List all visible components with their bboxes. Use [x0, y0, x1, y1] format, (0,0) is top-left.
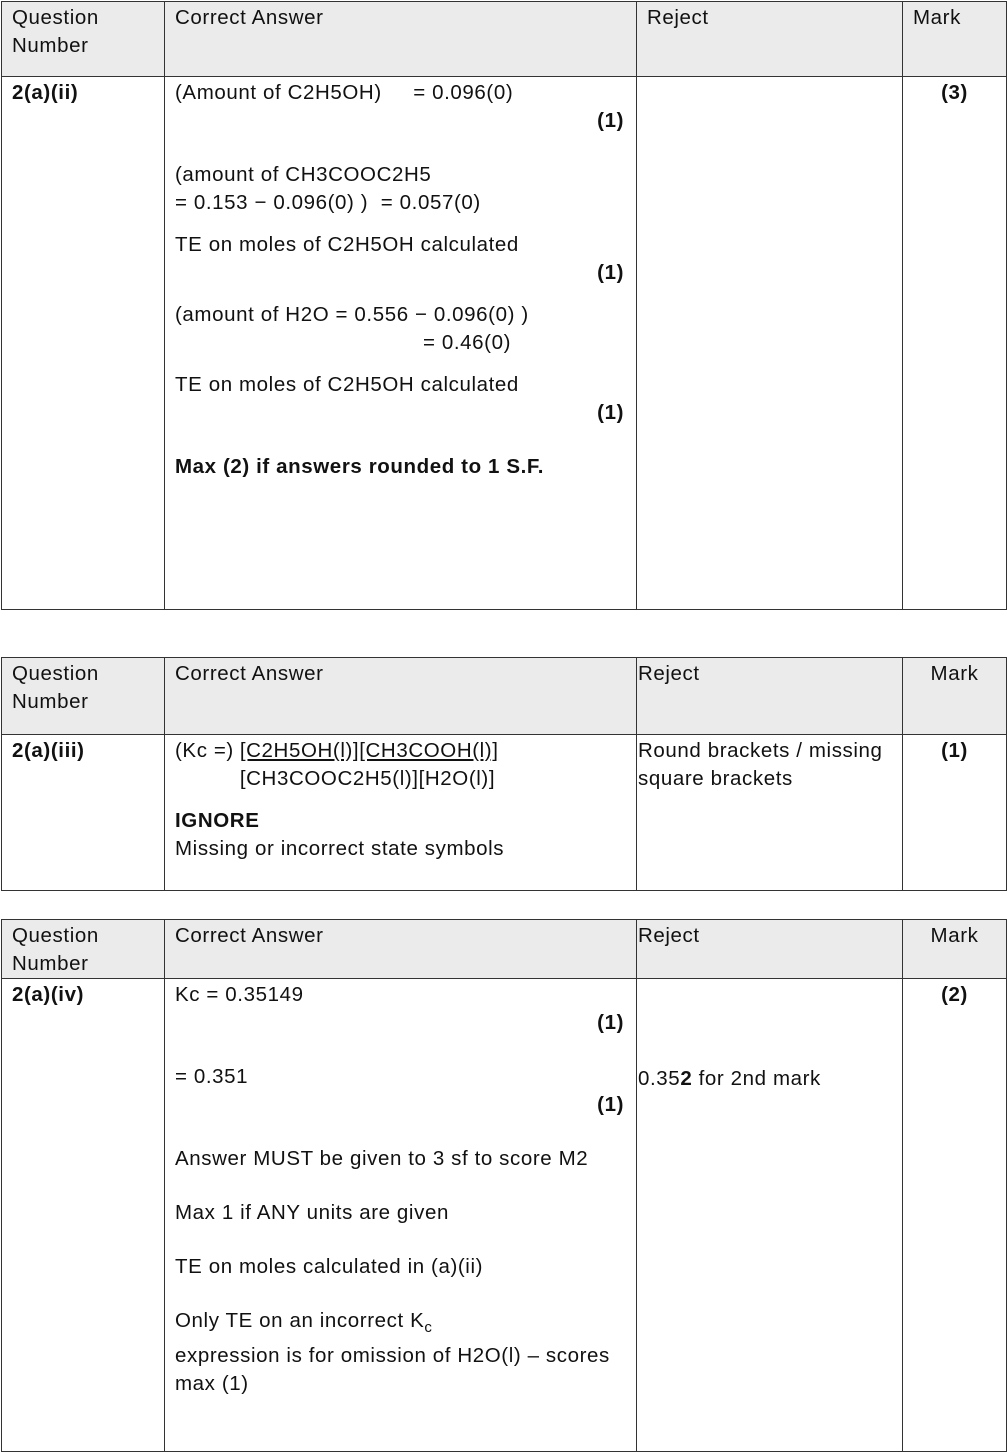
question-number: 2(a)(ii) [2, 77, 165, 610]
ignore-label: IGNORE [175, 809, 260, 832]
answer-line: = 0.153 − 0.096(0) ) = 0.057(0) [175, 191, 481, 214]
note-line: Max 1 if ANY units are given [175, 1201, 449, 1224]
question-number: 2(a)(iii) [2, 735, 165, 891]
mark-cell: (2) [903, 979, 1007, 1452]
correct-answer-cell [165, 735, 637, 891]
answer-line: = 0.351 [175, 1065, 249, 1088]
header-mark: Mark [903, 920, 1007, 979]
sub-mark: (1) [597, 1011, 624, 1034]
kc-numerator: [C2H5OH(l)][CH3COOH(l)] [239, 739, 499, 762]
mark-cell: (1) [903, 735, 1007, 891]
reject-value: 0.35 [638, 1067, 681, 1090]
header-correct-answer: Correct Answer [165, 2, 637, 77]
header-mark: Mark [903, 658, 1007, 735]
answer-line: Kc = 0.35149 [175, 983, 304, 1006]
note-text: expression is for omission of H2O(l) – scores max (1) [175, 1344, 610, 1396]
correct-answer-cell [165, 77, 637, 610]
answer-line: (amount of CH3COOC2H5 [175, 163, 432, 186]
sub-mark: (1) [597, 1093, 624, 1116]
note-line [175, 1307, 626, 1398]
answer-row [2, 735, 1007, 891]
header-reject: Reject [637, 920, 903, 979]
max-note: Max (2) if answers rounded to 1 S.F. [175, 455, 545, 478]
header-row [2, 2, 1007, 77]
answer-line: TE on moles of C2H5OH calculated [175, 233, 519, 256]
sub-mark: (1) [597, 401, 624, 424]
header-reject: Reject [637, 2, 903, 77]
answer-row [2, 979, 1007, 1452]
header-question-number: Question Number [2, 2, 165, 77]
header-correct-answer: Correct Answer [165, 658, 637, 735]
header-question-number: Question Number [2, 920, 165, 979]
header-question-number: Question Number [2, 658, 165, 735]
mark-scheme-table-2aiv [1, 919, 1007, 1452]
kc-expression [175, 737, 626, 793]
header-reject: Reject [637, 658, 903, 735]
answer-line: (Amount of C2H5OH) = 0.096(0) [175, 81, 514, 104]
reject-cell [637, 77, 903, 610]
mark-scheme-table-2aiii [1, 657, 1007, 891]
reject-cell: Round brackets / missing square brackets [637, 735, 903, 891]
mark-cell: (3) [903, 77, 1007, 610]
ignore-text: Missing or incorrect state symbols [175, 837, 505, 860]
correct-answer-cell [165, 979, 637, 1452]
header-mark: Mark [903, 2, 1007, 77]
header-correct-answer: Correct Answer [165, 920, 637, 979]
kc-denominator: [CH3COOC2H5(l)][H2O(l)] [239, 767, 496, 790]
reject-cell [637, 979, 903, 1452]
header-row [2, 658, 1007, 735]
reject-text [638, 1065, 892, 1093]
mark-scheme-table-2aii [1, 1, 1007, 610]
kc-label: (Kc =) [175, 739, 234, 762]
answer-line: TE on moles of C2H5OH calculated [175, 373, 519, 396]
answer-line: (amount of H2O = 0.556 − 0.096(0) ) [175, 303, 529, 326]
note-text: Only TE on an incorrect K [175, 1309, 425, 1332]
note-subscript: c [424, 1319, 433, 1337]
kc-fraction [240, 737, 499, 793]
sub-mark: (1) [597, 109, 624, 132]
answer-row [2, 77, 1007, 610]
header-row [2, 920, 1007, 979]
note-line: TE on moles calculated in (a)(ii) [175, 1255, 484, 1278]
question-number: 2(a)(iv) [2, 979, 165, 1452]
reject-suffix: for 2nd mark [692, 1067, 821, 1090]
reject-bold-digit: 2 [680, 1067, 693, 1090]
note-line: Answer MUST be given to 3 sf to score M2 [175, 1147, 589, 1170]
sub-mark: (1) [597, 261, 624, 284]
answer-line: = 0.46(0) [423, 331, 512, 354]
